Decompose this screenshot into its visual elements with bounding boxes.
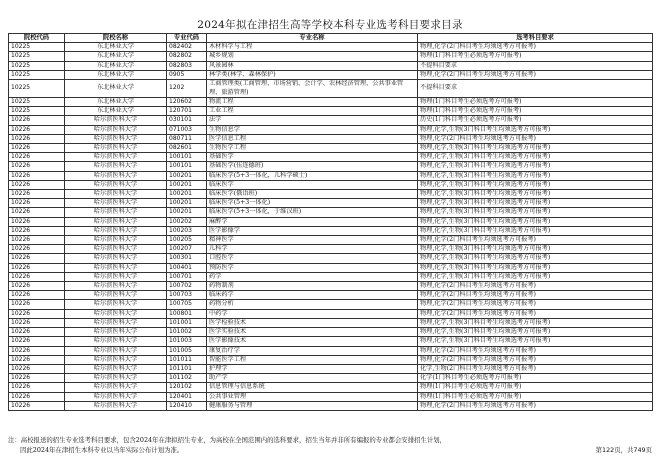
table-row [9, 208, 653, 217]
cell-school-name: 哈尔滨医科大学 [65, 153, 167, 162]
table-header-row [9, 34, 653, 43]
cell-major-code: 100701 [167, 272, 207, 281]
cell-school-name: 哈尔滨医科大学 [65, 116, 167, 125]
cell-major-code: 120602 [167, 98, 207, 107]
page-title: 2024年拟在津招生高等学校本科专业选考科目要求目录 [197, 19, 463, 31]
table-row [9, 328, 653, 337]
cell-subject-requirement: 物理(1门科目考生必须选考方可报考) [418, 107, 653, 116]
cell-school-name: 东北林业大学 [65, 43, 167, 52]
footer-note-line2-text: 因此2024年在津招生本科专业以当年实际公布计划为准。 [20, 446, 184, 454]
cell-major-name: 康复治疗学 [207, 346, 418, 355]
cell-school-name: 哈尔滨医科大学 [65, 245, 167, 254]
cell-major-code: 100703 [167, 291, 207, 300]
cell-school-name: 哈尔滨医科大学 [65, 190, 167, 199]
cell-school-name: 哈尔滨医科大学 [65, 134, 167, 143]
cell-major-code: 101003 [167, 337, 207, 346]
table-row [9, 43, 653, 52]
table-row [9, 116, 653, 125]
cell-school-code: 10226 [9, 337, 65, 346]
table-row [9, 162, 653, 171]
cell-school-code: 10226 [9, 134, 65, 143]
table-row [9, 134, 653, 143]
table-row [9, 80, 653, 98]
table-row [9, 364, 653, 373]
cell-major-name: 生物医学工程 [207, 144, 418, 153]
cell-school-name: 哈尔滨医科大学 [65, 199, 167, 208]
cell-school-code: 10225 [9, 80, 65, 98]
page-indicator: 第122页，共749页 [595, 446, 652, 454]
cell-major-name: 临床医学 [207, 180, 418, 189]
cell-major-code: 101002 [167, 328, 207, 337]
cell-major-name: 工商管理类(工商管理、市场营销、会计学、农林经济管理、公共事业管理、旅游管理) [207, 80, 418, 98]
cell-major-name: 药学 [207, 272, 418, 281]
table-row [9, 171, 653, 180]
cell-subject-requirement: 物理,化学,生物(3门科目考生均须选考方可报考) [418, 171, 653, 180]
cell-major-name: 城乡规划 [207, 52, 418, 61]
cell-major-name: 临床医学(5+3一体化，于维汉班) [207, 208, 418, 217]
table-row [9, 355, 653, 364]
cell-major-code: 080711 [167, 134, 207, 143]
cell-school-name: 哈尔滨医科大学 [65, 236, 167, 245]
table-row [9, 272, 653, 281]
cell-school-name: 哈尔滨医科大学 [65, 355, 167, 364]
table-row [9, 52, 653, 61]
cell-major-name: 麻醉学 [207, 217, 418, 226]
cell-school-code: 10226 [9, 309, 65, 318]
table-row [9, 254, 653, 263]
cell-school-name: 哈尔滨医科大学 [65, 383, 167, 392]
table-row [9, 107, 653, 116]
footer-note-line2 [8, 445, 652, 455]
cell-school-code: 10226 [9, 318, 65, 327]
table-row [9, 401, 653, 410]
cell-major-code: 100101 [167, 153, 207, 162]
cell-subject-requirement: 物理,化学(2门科目考生均须选考方可报考) [418, 70, 653, 79]
cell-major-name: 健康服务与管理 [207, 401, 418, 410]
cell-school-code: 10226 [9, 208, 65, 217]
cell-school-name: 哈尔滨医科大学 [65, 291, 167, 300]
cell-school-name: 哈尔滨医科大学 [65, 226, 167, 235]
requirements-table [8, 33, 653, 411]
cell-school-code: 10226 [9, 199, 65, 208]
cell-school-code: 10226 [9, 346, 65, 355]
cell-major-name: 医学信息工程 [207, 134, 418, 143]
table-row [9, 263, 653, 272]
cell-subject-requirement: 物理,化学(2门科目考生均须选考方可报考) [418, 291, 653, 300]
cell-school-name: 哈尔滨医科大学 [65, 392, 167, 401]
cell-school-name: 哈尔滨医科大学 [65, 254, 167, 263]
cell-major-name: 物流工程 [207, 98, 418, 107]
cell-subject-requirement: 物理,化学,生物(3门科目考生均须选考方可报考) [418, 318, 653, 327]
cell-subject-requirement: 物理,化学(2门科目考生均须选考方可报考) [418, 236, 653, 245]
cell-subject-requirement: 物理,化学,生物(3门科目考生均须选考方可报考) [418, 153, 653, 162]
cell-school-code: 10226 [9, 392, 65, 401]
cell-major-code: 100201 [167, 199, 207, 208]
cell-school-name: 哈尔滨医科大学 [65, 171, 167, 180]
table-row [9, 337, 653, 346]
cell-school-code: 10226 [9, 125, 65, 134]
cell-school-code: 10226 [9, 180, 65, 189]
table-row [9, 125, 653, 134]
table-row [9, 318, 653, 327]
cell-major-code: 100201 [167, 171, 207, 180]
table-row [9, 383, 653, 392]
cell-school-name: 哈尔滨医科大学 [65, 318, 167, 327]
cell-school-code: 10226 [9, 153, 65, 162]
cell-major-name: 预防医学 [207, 263, 418, 272]
cell-major-code: 120401 [167, 392, 207, 401]
table-row [9, 61, 653, 70]
cell-subject-requirement: 物理,化学(2门科目考生均须选考方可报考) [418, 309, 653, 318]
cell-subject-requirement: 物理,化学,生物(3门科目考生均须选考方可报考) [418, 162, 653, 171]
cell-subject-requirement: 物理,化学(2门科目考生均须选考方可报考) [418, 282, 653, 291]
cell-school-name: 东北林业大学 [65, 52, 167, 61]
cell-subject-requirement: 物理,化学,生物(3门科目考生均须选考方可报考) [418, 245, 653, 254]
cell-school-name: 哈尔滨医科大学 [65, 300, 167, 309]
table-row [9, 374, 653, 383]
table-row [9, 144, 653, 153]
cell-major-code: 082402 [167, 43, 207, 52]
cell-subject-requirement: 不提科目要求 [418, 61, 653, 70]
cell-school-code: 10225 [9, 98, 65, 107]
cell-school-code: 10226 [9, 272, 65, 281]
cell-major-name: 临床医学(5+3一体化，儿科学硕士) [207, 171, 418, 180]
cell-major-name: 临床药学 [207, 291, 418, 300]
cell-school-code: 10225 [9, 70, 65, 79]
cell-subject-requirement: 物理,化学,生物(3门科目考生均须选考方可报考) [418, 337, 653, 346]
cell-school-name: 东北林业大学 [65, 107, 167, 116]
cell-school-name: 哈尔滨医科大学 [65, 180, 167, 189]
cell-major-name: 儿科学 [207, 245, 418, 254]
cell-major-code: 100201 [167, 190, 207, 199]
cell-major-name: 医学实验技术 [207, 328, 418, 337]
cell-school-name: 哈尔滨医科大学 [65, 208, 167, 217]
cell-school-code: 10225 [9, 61, 65, 70]
cell-major-name: 风景园林 [207, 61, 418, 70]
cell-school-name: 东北林业大学 [65, 70, 167, 79]
cell-major-code: 100801 [167, 309, 207, 318]
cell-school-code: 10225 [9, 107, 65, 116]
cell-major-code: 100202 [167, 217, 207, 226]
cell-major-name: 药物制剂 [207, 282, 418, 291]
cell-major-code: 1202 [167, 80, 207, 98]
cell-school-code: 10226 [9, 328, 65, 337]
cell-school-name: 哈尔滨医科大学 [65, 364, 167, 373]
cell-subject-requirement: 物理,化学(2门科目考生均须选考方可报考) [418, 355, 653, 364]
cell-major-name: 木材科学与工程 [207, 43, 418, 52]
header-major-code: 专业代码 [167, 34, 207, 43]
cell-major-code: 082803 [167, 61, 207, 70]
cell-subject-requirement: 物理,化学,生物(3门科目考生均须选考方可报考) [418, 180, 653, 189]
cell-subject-requirement: 物理(1门科目考生必须选考方可报考) [418, 383, 653, 392]
table-row [9, 70, 653, 79]
table-row [9, 190, 653, 199]
cell-major-name: 信息管理与信息系统 [207, 383, 418, 392]
cell-major-name: 智能医学工程 [207, 355, 418, 364]
cell-school-name: 哈尔滨医科大学 [65, 217, 167, 226]
cell-school-name: 哈尔滨医科大学 [65, 282, 167, 291]
cell-major-code: 100203 [167, 226, 207, 235]
cell-school-code: 10226 [9, 190, 65, 199]
cell-school-name: 哈尔滨医科大学 [65, 263, 167, 272]
cell-major-name: 工业工程 [207, 107, 418, 116]
cell-major-code: 100705 [167, 300, 207, 309]
cell-school-code: 10226 [9, 374, 65, 383]
cell-major-name: 精神医学 [207, 236, 418, 245]
cell-subject-requirement: 物理,化学,生物(3门科目考生均须选考方可报考) [418, 272, 653, 281]
cell-major-name: 公共事业管理 [207, 392, 418, 401]
cell-school-code: 10226 [9, 254, 65, 263]
cell-school-code: 10226 [9, 116, 65, 125]
cell-major-code: 071003 [167, 125, 207, 134]
table-body [9, 43, 653, 411]
cell-major-code: 082601 [167, 144, 207, 153]
cell-school-code: 10226 [9, 383, 65, 392]
cell-major-code: 100207 [167, 245, 207, 254]
cell-major-name: 临床医学(俄语班) [207, 190, 418, 199]
cell-subject-requirement: 化学(1门科目考生必须选考方可报考) [418, 374, 653, 383]
header-major-name: 专业名称 [207, 34, 418, 43]
cell-major-code: 0905 [167, 70, 207, 79]
cell-major-name: 医学检验技术 [207, 318, 418, 327]
cell-major-name: 护理学 [207, 364, 418, 373]
cell-major-name: 口腔医学 [207, 254, 418, 263]
cell-major-code: 082802 [167, 52, 207, 61]
cell-school-code: 10226 [9, 401, 65, 410]
cell-subject-requirement: 物理,化学(2门科目考生均须选考方可报考) [418, 300, 653, 309]
cell-major-code: 100301 [167, 254, 207, 263]
cell-subject-requirement: 物理,化学(2门科目考生均须选考方可报考) [418, 401, 653, 410]
cell-school-name: 东北林业大学 [65, 98, 167, 107]
cell-subject-requirement: 物理,化学,生物(3门科目考生均须选考方可报考) [418, 263, 653, 272]
cell-school-code: 10226 [9, 282, 65, 291]
cell-school-code: 10226 [9, 236, 65, 245]
cell-school-name: 哈尔滨医科大学 [65, 162, 167, 171]
cell-major-code: 101011 [167, 355, 207, 364]
header-school-code: 院校代码 [9, 34, 65, 43]
table-row [9, 226, 653, 235]
cell-school-code: 10226 [9, 364, 65, 373]
cell-school-code: 10226 [9, 162, 65, 171]
cell-school-name: 哈尔滨医科大学 [65, 346, 167, 355]
cell-school-name: 哈尔滨医科大学 [65, 144, 167, 153]
cell-major-code: 100201 [167, 208, 207, 217]
cell-major-code: 101102 [167, 374, 207, 383]
cell-major-code: 100702 [167, 282, 207, 291]
cell-major-name: 中药学 [207, 309, 418, 318]
cell-subject-requirement: 物理,化学(2门科目考生均须选考方可报考) [418, 134, 653, 143]
cell-school-name: 哈尔滨医科大学 [65, 328, 167, 337]
cell-major-code: 101101 [167, 364, 207, 373]
cell-major-name: 医学影像技术 [207, 337, 418, 346]
cell-subject-requirement: 物理(1门科目考生必须选考方可报考) [418, 392, 653, 401]
cell-subject-requirement: 物理(1门科目考生必须选考方可报考) [418, 52, 653, 61]
table-row [9, 236, 653, 245]
table-row [9, 309, 653, 318]
cell-major-code: 120410 [167, 401, 207, 410]
cell-subject-requirement: 化学,生物(2门科目考生均须选考方可报考) [418, 364, 653, 373]
cell-major-name: 基础医学 [207, 153, 418, 162]
table-row [9, 346, 653, 355]
table-row [9, 98, 653, 107]
footer-note-line1: 注：高校报送的招生专业选考科目要求，包含2024年在津拟招生专业，为高校在全国范围内的选科要求，招生当年并非所有编报的专业都会安排招生计划， [8, 436, 447, 444]
cell-subject-requirement: 物理,化学,生物(3门科目考生均须选考方可报考) [418, 190, 653, 199]
cell-school-code: 10226 [9, 144, 65, 153]
cell-school-code: 10226 [9, 300, 65, 309]
cell-subject-requirement: 物理,化学,生物(3门科目考生均须选考方可报考) [418, 254, 653, 263]
cell-subject-requirement: 物理,化学,生物(3门科目考生均须选考方可报考) [418, 208, 653, 217]
table-row [9, 282, 653, 291]
cell-school-code: 10226 [9, 217, 65, 226]
cell-school-code: 10225 [9, 43, 65, 52]
cell-school-name: 东北林业大学 [65, 61, 167, 70]
cell-major-code: 030101 [167, 116, 207, 125]
cell-subject-requirement: 物理,化学,生物(3门科目考生均须选考方可报考) [418, 217, 653, 226]
table-row [9, 291, 653, 300]
header-school-name: 院校名称 [65, 34, 167, 43]
cell-school-name: 哈尔滨医科大学 [65, 401, 167, 410]
cell-subject-requirement: 物理,化学,生物(3门科目考生均须选考方可报考) [418, 328, 653, 337]
cell-school-name: 哈尔滨医科大学 [65, 272, 167, 281]
cell-subject-requirement: 物理,化学,生物(3门科目考生均须选考方可报考) [418, 226, 653, 235]
cell-subject-requirement: 物理(1门科目考生必须选考方可报考) [418, 98, 653, 107]
cell-major-name: 生物信息学 [207, 125, 418, 134]
cell-school-code: 10226 [9, 171, 65, 180]
cell-major-name: 助产学 [207, 374, 418, 383]
cell-school-code: 10226 [9, 245, 65, 254]
table-row [9, 180, 653, 189]
cell-school-code: 10226 [9, 263, 65, 272]
cell-major-code: 100401 [167, 263, 207, 272]
table-row [9, 153, 653, 162]
cell-subject-requirement: 物理,化学(2门科目考生均须选考方可报考) [418, 43, 653, 52]
table-row [9, 392, 653, 401]
cell-subject-requirement: 物理,化学,生物(3门科目考生均须选考方可报考) [418, 125, 653, 134]
cell-major-name: 临床医学(5+3一体化) [207, 199, 418, 208]
footer-note [8, 435, 652, 455]
cell-school-name: 哈尔滨医科大学 [65, 374, 167, 383]
cell-school-code: 10225 [9, 52, 65, 61]
cell-school-name: 哈尔滨医科大学 [65, 309, 167, 318]
cell-school-code: 10226 [9, 355, 65, 364]
cell-major-code: 100101 [167, 162, 207, 171]
cell-major-code: 101001 [167, 318, 207, 327]
cell-subject-requirement: 物理,化学(2门科目考生均须选考方可报考) [418, 346, 653, 355]
cell-major-code: 100205 [167, 236, 207, 245]
cell-school-code: 10226 [9, 291, 65, 300]
cell-major-code: 120102 [167, 383, 207, 392]
cell-school-name: 东北林业大学 [65, 80, 167, 98]
cell-major-code: 100201 [167, 180, 207, 189]
cell-major-code: 101005 [167, 346, 207, 355]
cell-subject-requirement: 不提科目要求 [418, 80, 653, 98]
cell-major-name: 医学影像学 [207, 226, 418, 235]
cell-subject-requirement: 物理,化学,生物(3门科目考生均须选考方可报考) [418, 199, 653, 208]
table-row [9, 217, 653, 226]
cell-major-name: 法学 [207, 116, 418, 125]
cell-school-name: 哈尔滨医科大学 [65, 125, 167, 134]
header-subject-requirement: 选考科目要求 [418, 34, 653, 43]
table-row [9, 300, 653, 309]
cell-subject-requirement: 历史(1门科目考生必须选考方可报考) [418, 116, 653, 125]
cell-major-code: 120701 [167, 107, 207, 116]
cell-school-code: 10226 [9, 226, 65, 235]
cell-major-name: 基础医学(伍连德班) [207, 162, 418, 171]
table-row [9, 199, 653, 208]
cell-major-name: 林学类(林学、森林保护) [207, 70, 418, 79]
table-row [9, 245, 653, 254]
cell-subject-requirement: 物理,化学,生物(3门科目考生均须选考方可报考) [418, 144, 653, 153]
cell-school-name: 哈尔滨医科大学 [65, 337, 167, 346]
cell-major-name: 药物分析 [207, 300, 418, 309]
